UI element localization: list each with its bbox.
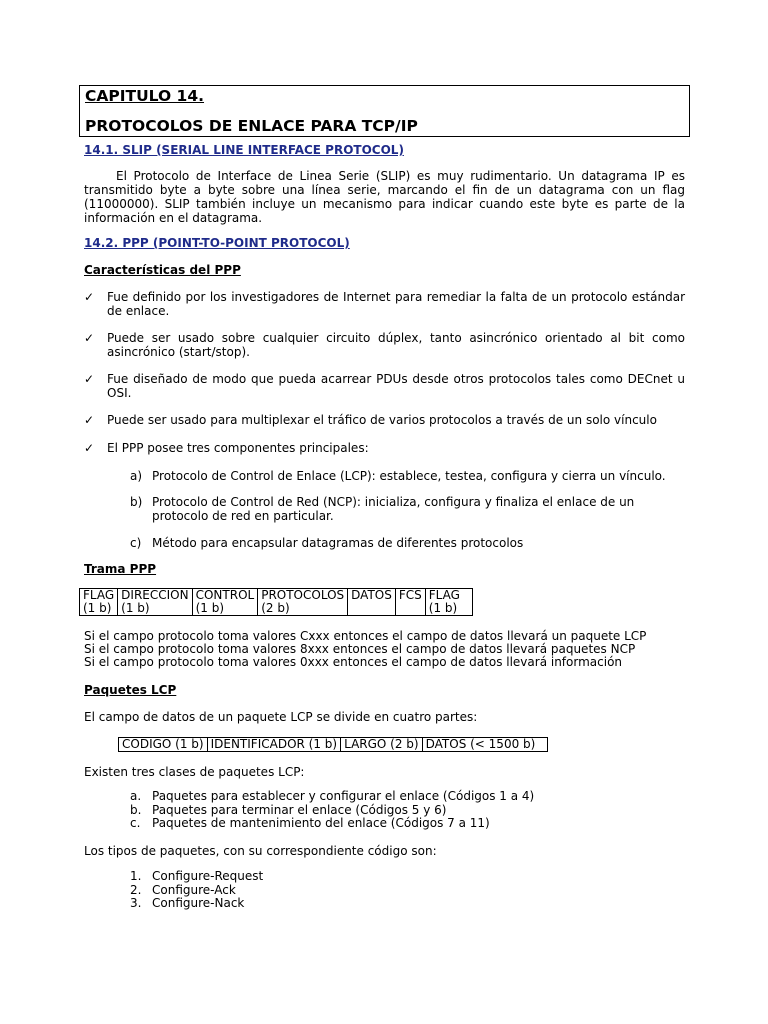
check-icon: ✓	[84, 290, 95, 304]
field-name: FCS	[398, 588, 422, 602]
frame-notes	[84, 630, 646, 669]
lcp-field-cell: DATOS (< 1500 b)	[422, 738, 548, 752]
frame-heading: Trama PPP	[84, 562, 157, 576]
feature-bullet-text: Puede ser usado para multiplexar el tráfico de varios protocolos a través de un solo vínculo	[107, 413, 657, 427]
list-item	[130, 790, 534, 804]
lcp-heading: Paquetes LCP	[84, 683, 177, 697]
field-name: PROTOCOLOS	[261, 588, 345, 602]
field-name: FLAG	[428, 588, 460, 602]
field-size	[399, 602, 422, 615]
list-item-text: Configure-Nack	[152, 896, 245, 910]
list-item-text: Paquetes de mantenimiento del enlace (Códigos 7 a 11)	[152, 816, 490, 830]
component-marker: a)	[130, 469, 143, 483]
list-item	[130, 870, 263, 884]
frame-note: Si el campo protocolo toma valores 8xxx entonces el campo de datos llevará paquetes NCP	[84, 642, 636, 656]
field-size: (1 b)	[83, 601, 112, 615]
list-marker: a.	[130, 789, 142, 803]
field-name: FLAG	[83, 588, 115, 602]
component-text: Método para encapsular datagramas de diferentes protocolos	[152, 536, 524, 550]
chapter-number: CAPITULO 14.	[85, 87, 205, 105]
component-marker: c)	[130, 536, 142, 550]
component-text: Protocolo de Control de Enlace (LCP): establece, testea, configura y cierra un vínculo.	[152, 469, 666, 483]
table-row	[80, 589, 473, 616]
list-marker: b.	[130, 802, 142, 817]
chapter-header-box	[79, 85, 690, 137]
list-item	[130, 817, 534, 831]
frame-field-cell	[258, 589, 348, 616]
list-marker: 2.	[130, 882, 142, 897]
list-marker: 3.	[130, 896, 142, 910]
list-item	[130, 804, 534, 818]
list-item	[130, 897, 263, 911]
frame-field-cell	[348, 589, 396, 616]
check-icon: ✓	[84, 441, 95, 455]
list-item-text: Configure-Request	[152, 869, 264, 883]
list-item	[130, 884, 263, 898]
table-row	[119, 738, 548, 752]
lcp-packet-table	[118, 737, 548, 752]
chapter-title: PROTOCOLOS DE ENLACE PARA TCP/IP	[85, 117, 418, 135]
field-name: DATOS	[351, 588, 392, 602]
list-marker: c.	[130, 816, 141, 830]
field-size: (1 b)	[121, 601, 150, 615]
field-size: (1 b)	[195, 601, 225, 615]
check-icon: ✓	[84, 372, 95, 386]
lcp-field-cell: IDENTIFICADOR (1 b)	[207, 738, 341, 752]
lcp-intro: El campo de datos de un paquete LCP se divide en cuatro partes:	[84, 710, 478, 724]
lcp-types-list	[130, 870, 263, 911]
field-size	[351, 602, 392, 615]
frame-note: Si el campo protocolo toma valores Cxxx entonces el campo de datos llevará un paquete LCP	[84, 629, 647, 643]
field-name: DIRECCION	[121, 588, 189, 602]
feature-bullet-text: El PPP posee tres componentes principales:	[107, 441, 369, 455]
frame-field-cell	[80, 589, 118, 616]
frame-note: Si el campo protocolo toma valores 0xxx entonces el campo de datos llevará información	[84, 655, 623, 669]
lcp-field-cell: LARGO (2 b)	[341, 738, 423, 752]
check-icon: ✓	[84, 413, 95, 427]
list-item-text: Paquetes para terminar el enlace (Códigos 5 y 6)	[152, 802, 447, 817]
section-heading-ppp: 14.2. PPP (POINT-TO-POINT PROTOCOL)	[84, 236, 350, 250]
frame-field-cell	[192, 589, 258, 616]
ppp-frame-table	[79, 588, 473, 616]
section-heading-slip: 14.1. SLIP (SERIAL LINE INTERFACE PROTOCOL)	[84, 143, 404, 157]
lcp-field-cell: CODIGO (1 b)	[119, 738, 208, 752]
check-icon: ✓	[84, 331, 95, 345]
frame-field-cell	[395, 589, 425, 616]
feature-bullet-text: Fue definido por los investigadores de Internet para remediar la falta de un protocolo estándar de enlace.	[107, 290, 685, 318]
frame-field-cell	[425, 589, 472, 616]
list-item-text: Configure-Ack	[152, 882, 236, 897]
list-marker: 1.	[130, 869, 142, 883]
component-marker: b)	[130, 495, 143, 509]
lcp-types-intro: Los tipos de paquetes, con su correspondiente código son:	[84, 844, 437, 858]
slip-paragraph-text: El Protocolo de Interface de Linea Serie (SLIP) es muy rudimentario. Un datagrama IP es transmitido byte a byte sobre una línea serie, marcando el fin de un datagrama con un flag (11000000). SLIP también incluye un mecanismo para indicar cuando este byte es parte de la información en el datagrama.	[84, 169, 685, 225]
slip-paragraph	[84, 169, 685, 225]
field-size: (1 b)	[428, 601, 458, 615]
features-heading: Características del PPP	[84, 263, 241, 277]
lcp-classes-intro: Existen tres clases de paquetes LCP:	[84, 765, 305, 779]
field-name: CONTROL	[195, 588, 255, 602]
field-size: (2 b)	[261, 601, 290, 615]
feature-bullet-text: Puede ser usado sobre cualquier circuito dúplex, tanto asincrónico orientado al bit como asincrónico (start/stop).	[107, 331, 685, 359]
feature-bullet-text: Fue diseñado de modo que pueda acarrear PDUs desde otros protocolos tales como DECnet u OSI.	[107, 372, 685, 400]
component-text: Protocolo de Control de Red (NCP): inicializa, configura y finaliza el enlace de un protocolo de red en particular.	[152, 495, 635, 523]
frame-field-cell	[118, 589, 192, 616]
list-item-text: Paquetes para establecer y configurar el enlace (Códigos 1 a 4)	[152, 789, 535, 803]
lcp-classes-list	[130, 790, 534, 831]
